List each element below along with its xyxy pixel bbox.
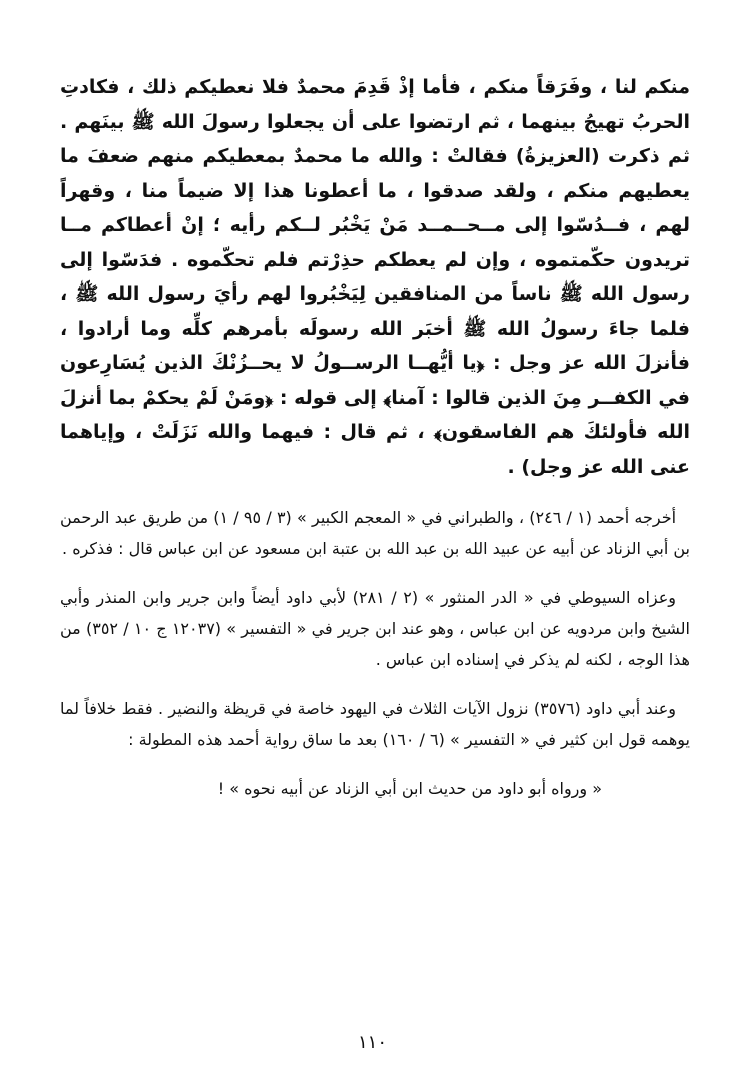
note-paragraph-3: وعند أبي داود (٣٥٧٦) نزول الآيات الثلاث في اليهود خاصة في قريظة والنضير . فقط خلافاً لما يوهمه قول ابن كثير في « التفسير » (٦ / ١٦٠) بعد ما ساق رواية أحمد هذه المطولة : (60, 699, 690, 749)
page-body (60, 70, 690, 804)
note-paragraph-1: أخرجه أحمد (١ / ٢٤٦) ، والطبراني في « المعجم الكبير » (٣ / ٩٥ / ١) من طريق عبد الرحمن بن أبي الزناد عن أبيه عن عبيد الله بن عبد الله بن عتبة ابن مسعود عن ابن عباس قال : فذكره . (60, 508, 690, 558)
page-number: ١١٠ (357, 1032, 387, 1053)
quoted-statement: « ورواه أبو داود من حديث ابن أبي الزناد عن أبيه نحوه » ! (217, 779, 602, 798)
main-paragraph: منكم لنا ، وفَرَقاً منكم ، فأما إذْ قَدِمَ محمدٌ فلا نعطيكم ذلك ، فكادتِ الحربُ تهيجُ بينهما ، ثم ارتضوا على أن يجعلوا رسولَ الله ﷺ بينَهم . ثم ذكرت (العزيزةُ) فقالتْ : والله ما محمدٌ بمعطيكم منهم ضعفَ ما يعطيهم منكم ، ولقد صدقوا ، ما أعطونا هذا إلا ضيماً منا ، وقهراً لهم ، فــدُسّوا إلى مــحــمــد مَنْ يَخْبُر لــكم رأيه ؛ إنْ أعطاكم مــا تريدون حكّمتموه ، وإن لم يعطكم حذِرْتم فلم تحكّموه . فدَسّوا إلى رسول الله ﷺ ناساً من المنافقين لِيَخْبُروا لهم رأيَ رسول الله ﷺ ، فلما جاءَ رسولُ الله ﷺ أخبَر الله رسولَه بأمرهم كلِّه وما أرادوا ، فأنزلَ الله عز وجل : ﴿يا أيُّهــا الرســولُ لا يحــزُنْكَ الذين يُسَارِعون في الكفــر مِنَ الذين قالوا : آمنا﴾ إلى قوله : ﴿ومَنْ لَمْ يحكمْ بما أنزلَ الله فأولئكَ هم الفاسقون﴾ ، ثم قال : فيهما والله نَزَلَتْ ، وإياهما عنى الله عز وجل) . (60, 76, 690, 478)
note-paragraph-2: وعزاه السيوطي في « الدر المنثور » (٢ / ٢٨١) لأبي داود أيضاً وابن جرير وابن المنذر وأبي الشيخ وابن مردويه عن ابن عباس ، وهو عند ابن جرير في « التفسير » (١٢٠٣٧ ج ١٠ / ٣٥٢) من هذا الوجه ، لكنه لم يذكر في إسناده ابن عباس . (60, 588, 690, 669)
